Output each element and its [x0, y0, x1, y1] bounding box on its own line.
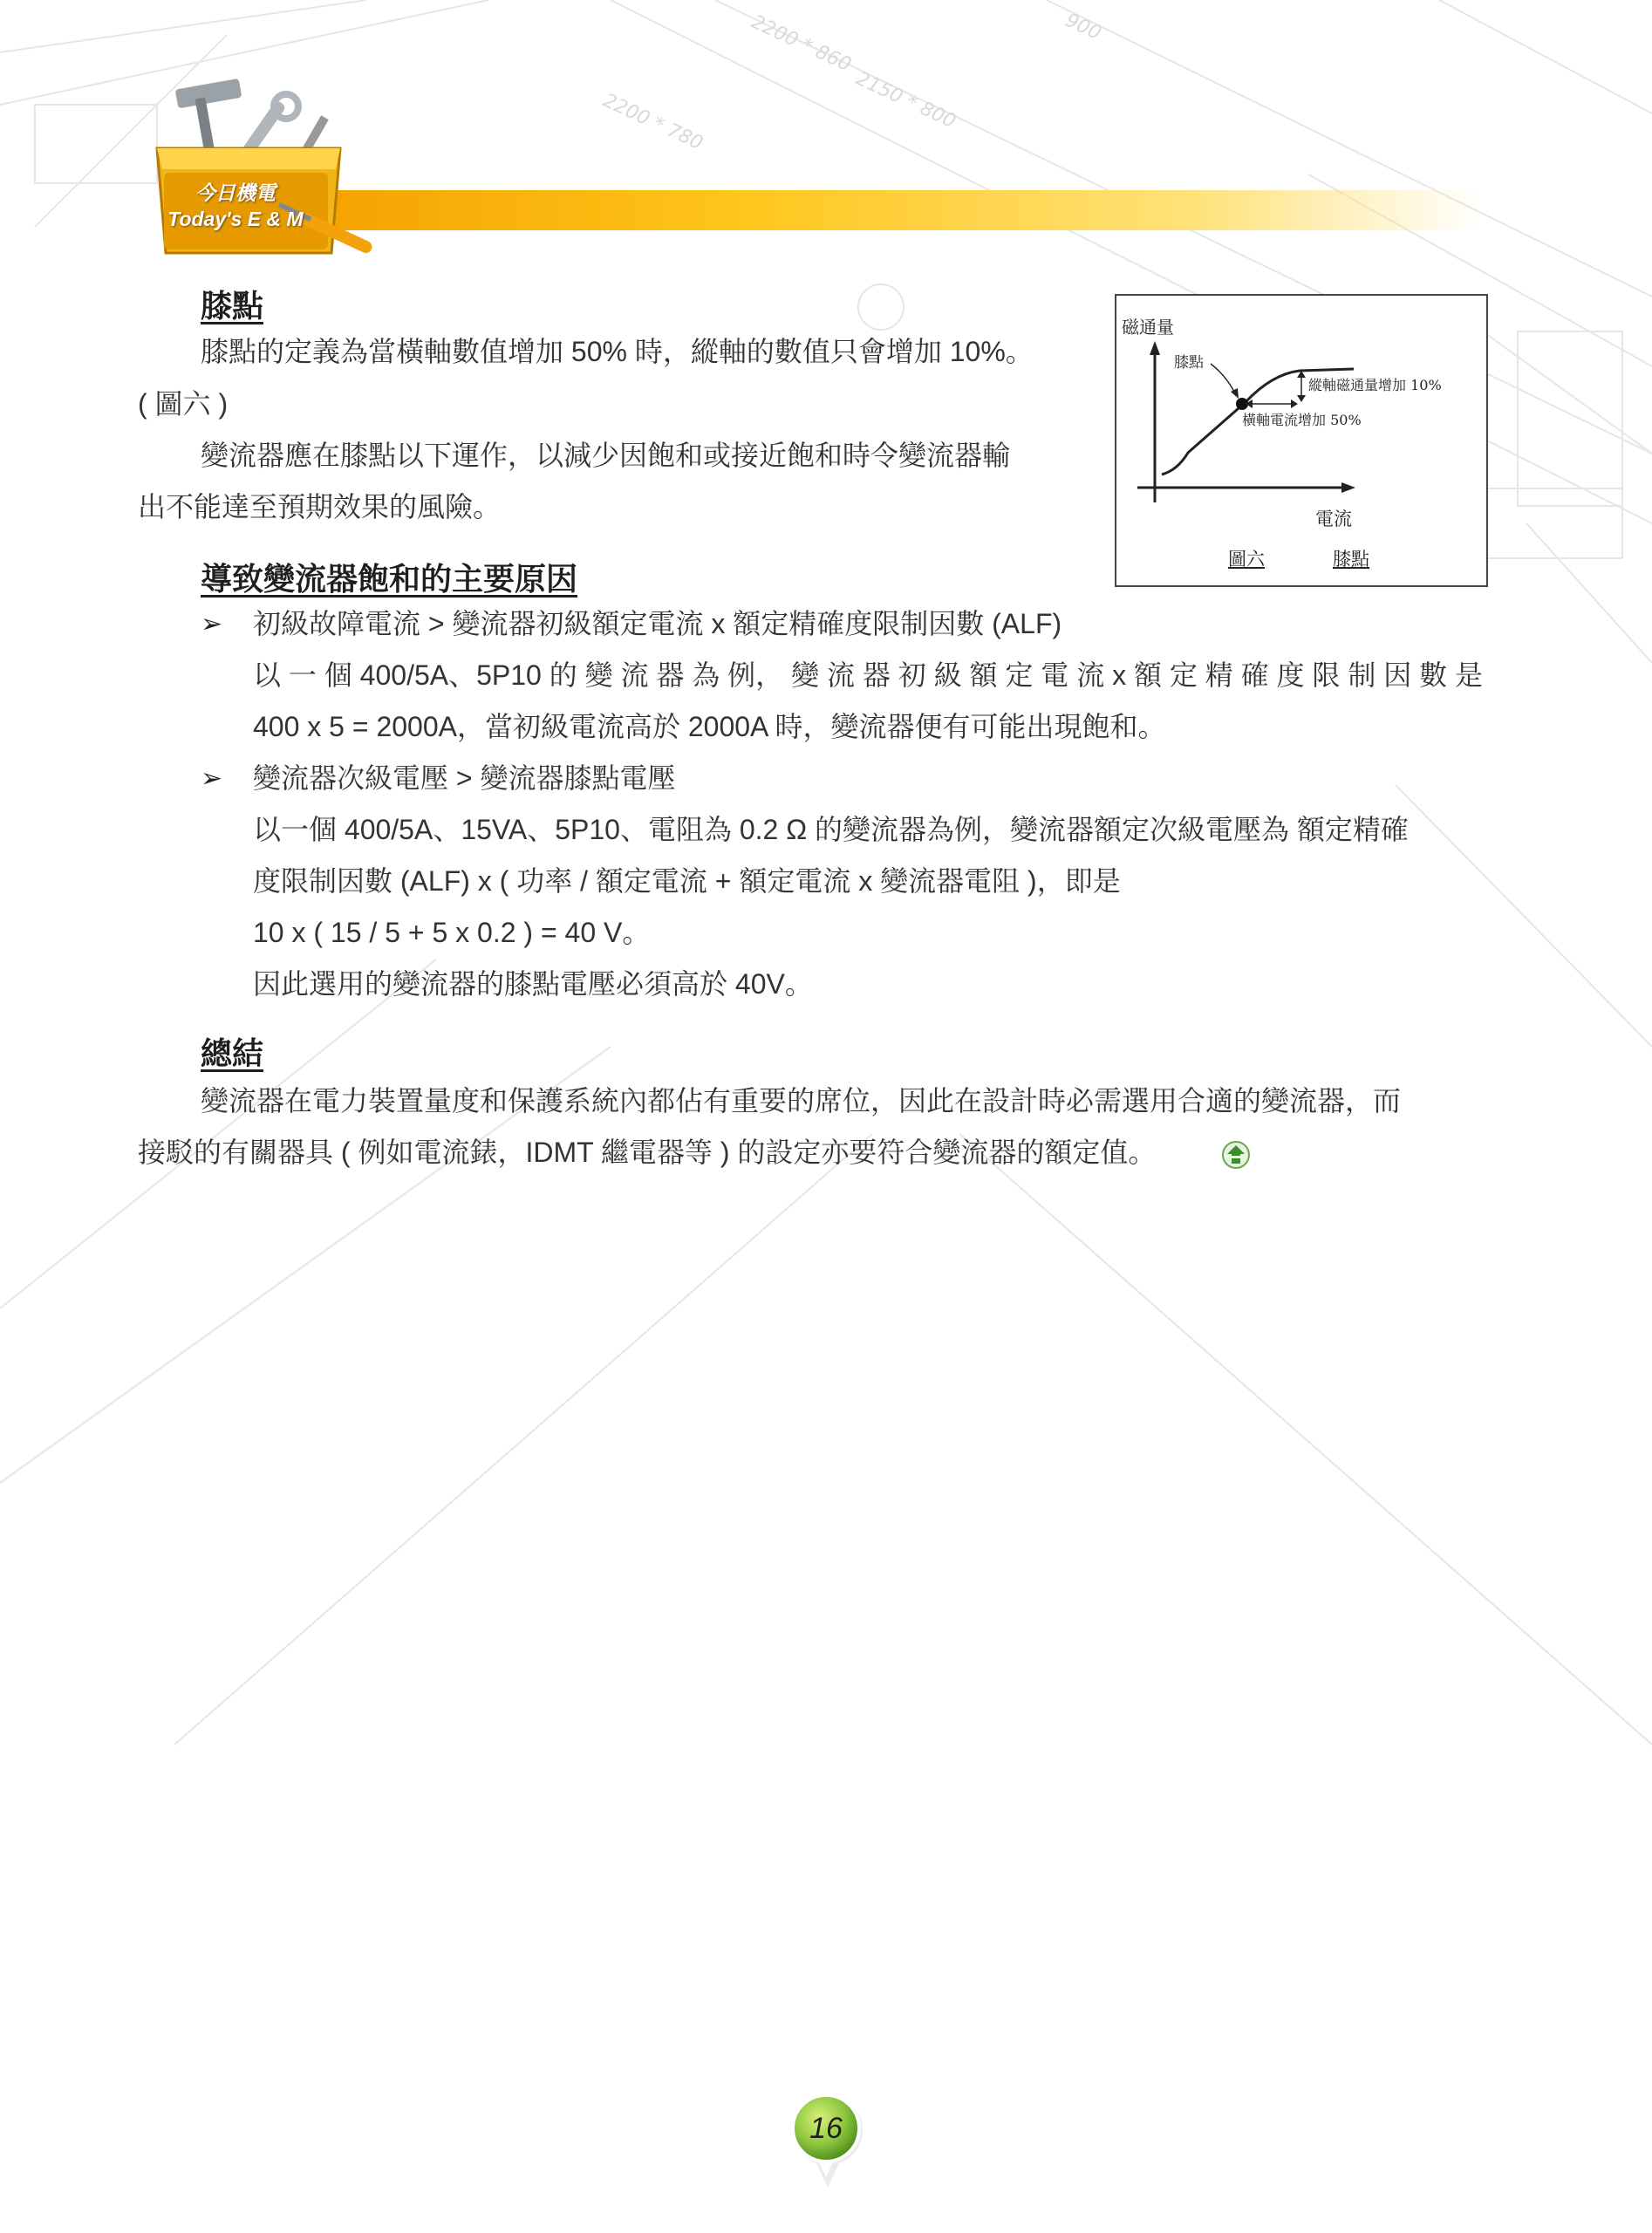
y-axis-label: 磁通量 [1122, 317, 1174, 338]
cause1-line1: 以 一 個 400/5A、5P10 的 變 流 器 為 例， 變 流 器 初 級 額 定 電 流 x 額 定 精 確 度 限 制 因 數 是 [253, 659, 1483, 691]
cause2-line2: 度限制因數 (ALF) x ( 功率 / 額定電流 + 額定電流 x 變流器電阻 )，即是 [253, 865, 1121, 897]
knee-para2-line2: 出不能達至預期效果的風險。 [138, 491, 502, 522]
bg-annotation: 2150 * 800 [852, 67, 959, 133]
vertical-increase-label: 縱軸磁通量增加 10% [1308, 377, 1442, 393]
badge-english: Today's E & M [167, 208, 304, 230]
page-number: 16 [809, 2111, 843, 2145]
section-badge-label [166, 180, 305, 232]
figure-knee-point [1115, 294, 1488, 587]
horizontal-increase-label: 橫軸電流增加 50% [1242, 412, 1362, 428]
cause1-title: 初級故障電流 > 變流器初級額定電流 x 額定精確度限制因數 (ALF) [253, 608, 1062, 639]
page-number-badge [783, 2092, 869, 2188]
bullet-arrow: ➢ [201, 764, 223, 793]
summary-line2: 接駁的有關器具 ( 例如電流錶，IDMT 繼電器等 ) 的設定亦要符合變流器的額定值。 [138, 1137, 1157, 1168]
cause2-title: 變流器次級電壓 > 變流器膝點電壓 [253, 762, 676, 794]
knee-para1-line1: 膝點的定義為當橫軸數值增加 50% 時，縱軸的數值只會增加 10%。 [201, 336, 1034, 367]
x-axis-label: 電流 [1315, 509, 1352, 529]
header-bar [331, 190, 1483, 230]
heading-saturation-causes: 導致變流器飽和的主要原因 [201, 561, 578, 597]
knee-curve-diagram [1116, 296, 1486, 585]
bullet-arrow: ➢ [201, 610, 223, 638]
figure-caption-title: 膝點 [1333, 549, 1369, 570]
figure-caption-number: 圖六 [1228, 549, 1265, 570]
cause2-line4: 因此選用的變流器的膝點電壓必須高於 40V。 [253, 968, 813, 1000]
bg-annotation: 2200 * 780 [599, 89, 707, 155]
cause2-line3: 10 x ( 15 / 5 + 5 x 0.2 ) = 40 V。 [253, 917, 651, 948]
knee-para1-line2: ( 圖六 ) [138, 388, 229, 420]
heading-knee-point: 膝點 [201, 288, 264, 324]
summary-line1: 變流器在電力裝置量度和保護系統內都佔有重要的席位，因此在設計時必需選用合適的變流器，而 [201, 1085, 1402, 1116]
knee-label: 膝點 [1174, 354, 1204, 372]
bg-annotation: 900 [1062, 9, 1105, 45]
cause2-line1: 以一個 400/5A、15VA、5P10、電阻為 0.2 Ω 的變流器為例，變流器額定次級電壓為 額定精確 [253, 814, 1409, 845]
end-mark-icon [1221, 1140, 1251, 1170]
badge-chinese: 今日機電 [195, 181, 276, 204]
heading-summary: 總結 [201, 1035, 264, 1071]
knee-para2-line1: 變流器應在膝點以下運作，以減少因飽和或接近飽和時令變流器輸 [201, 440, 1011, 471]
toolbox-icon [131, 79, 384, 270]
bg-annotation: 2200 * 860 [747, 10, 855, 77]
cause1-line2: 400 x 5 = 2000A，當初級電流高於 2000A 時，變流器便有可能出現飽和。 [253, 711, 1166, 742]
